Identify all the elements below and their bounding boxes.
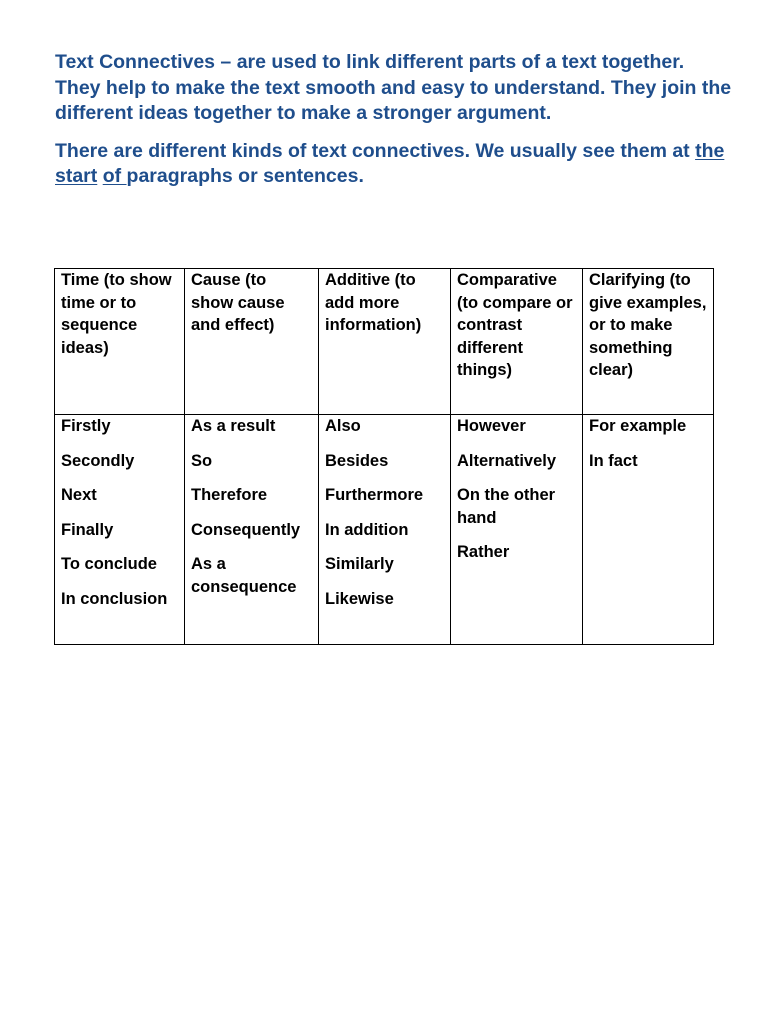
list-item: As a result xyxy=(191,417,276,435)
list-item: To conclude xyxy=(61,555,157,574)
list-item: Rather xyxy=(457,543,510,562)
header-time: Time (to show time or to sequence ideas) xyxy=(55,269,185,415)
list-item: Therefore xyxy=(191,486,268,505)
time-connectives-cell xyxy=(55,415,185,645)
list-item: Similarly xyxy=(325,555,394,574)
header-comparative: Comparative (to compare or contrast different things) xyxy=(451,269,583,415)
list-item: In conclusion xyxy=(61,589,168,608)
table-row xyxy=(55,415,714,645)
table-header-row xyxy=(55,269,714,415)
list-item: However xyxy=(457,417,526,435)
intro-text xyxy=(55,50,735,190)
list-item: In fact xyxy=(589,451,638,470)
list-item: So xyxy=(191,451,213,470)
list-item: Next xyxy=(61,486,97,505)
comparative-connectives-cell xyxy=(451,415,583,645)
list-item: Also xyxy=(325,417,361,435)
list-item: Alternatively xyxy=(457,451,557,470)
list-item: Firstly xyxy=(61,417,111,435)
list-item: Likewise xyxy=(325,589,394,608)
list-item: On the other hand xyxy=(457,486,556,527)
list-item: Besides xyxy=(325,451,389,470)
list-item: Consequently xyxy=(191,520,301,539)
clarifying-connectives-cell xyxy=(583,415,714,645)
intro-kinds-text-end: paragraphs or sentences. xyxy=(126,165,364,187)
list-item: In addition xyxy=(325,520,409,539)
underlined-of: of xyxy=(102,165,127,187)
connectives-table xyxy=(54,268,714,645)
list-item: Furthermore xyxy=(325,486,424,505)
intro-kinds-text: There are different kinds of text connectives. We usually see them at xyxy=(55,139,696,162)
intro-paragraph-kinds xyxy=(55,139,735,190)
header-clarifying: Clarifying (to give examples, or to make something clear) xyxy=(583,269,714,415)
underlined-the-start: the start xyxy=(55,139,725,187)
intro-paragraph-definition: Text Connectives – are used to link different parts of a text together. They help to make the text smooth and easy to understand. They join the different ideas together to make a stronger argument. xyxy=(55,51,732,124)
header-additive: Additive (to add more information) xyxy=(319,269,451,415)
list-item: Secondly xyxy=(61,451,135,470)
list-item: Finally xyxy=(61,520,114,539)
list-item: As a consequence xyxy=(191,555,297,596)
header-cause: Cause (to show cause and effect) xyxy=(185,269,319,415)
cause-connectives-cell xyxy=(185,415,319,645)
additive-connectives-cell xyxy=(319,415,451,645)
list-item: For example xyxy=(589,417,687,435)
